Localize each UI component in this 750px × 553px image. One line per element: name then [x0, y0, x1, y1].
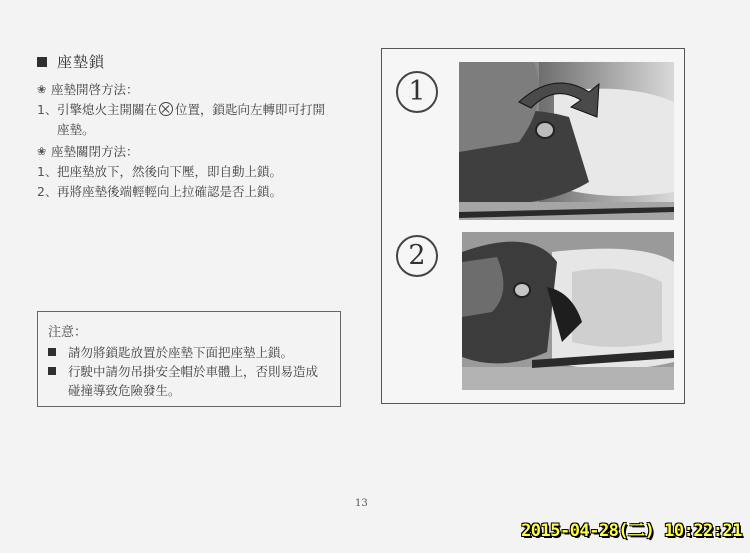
step-number: 1、: [37, 102, 58, 117]
open-step-1-continuation: 座墊。: [57, 122, 95, 137]
open-method-heading: 座墊開啓方法：: [51, 82, 139, 97]
square-bullet-icon: [48, 367, 56, 375]
timestamp-overlay: 2015-04-28(二) 10:22:21: [521, 521, 742, 541]
close-step-1: [37, 162, 282, 182]
notice-box: [37, 311, 341, 407]
open-step-1: [37, 100, 325, 120]
ignition-off-icon: [159, 102, 173, 116]
flower-bullet-icon: ❀: [37, 145, 47, 158]
notice-item-1: [48, 343, 293, 362]
close-step-2: [37, 182, 282, 202]
close-step-2-text: 再將座墊後端輕輕向上拉確認是否上鎖。: [57, 184, 283, 199]
notice-item-2-continuation: 碰撞導致危險發生。: [68, 383, 181, 398]
notice-item-1-text: 請勿將鎖匙放置於座墊下面把座墊上鎖。: [68, 345, 294, 360]
step-2-circle-label: 2: [396, 235, 438, 277]
step-number: 1、: [37, 164, 58, 179]
notice-item-2: [48, 362, 318, 400]
step-1-circle-label: 1: [396, 71, 438, 113]
seat-lock-photo-1: [459, 62, 674, 220]
close-method-section: [37, 142, 282, 202]
square-bullet-icon: [48, 348, 56, 356]
notice-title: 注意：: [48, 325, 88, 340]
open-method-section: [37, 80, 325, 140]
close-step-1-text: 把座墊放下，然後向下壓，即自動上鎖。: [57, 164, 283, 179]
close-method-heading: 座墊關閉方法：: [51, 144, 139, 159]
step-number: 2、: [37, 184, 58, 199]
page-number: 13: [355, 498, 368, 509]
seat-lock-photo-2: [462, 232, 674, 390]
photo-frame: [381, 48, 685, 404]
open-step-1-text-b: 位置，鎖匙向左轉即可打開: [175, 102, 326, 117]
section-title: 座墊鎖: [57, 53, 106, 71]
flower-bullet-icon: ❀: [37, 83, 47, 96]
open-step-1-text-a: 引擎熄火主開關在: [57, 102, 158, 117]
title-square-icon: [37, 57, 47, 67]
section-title-row: [37, 51, 105, 72]
notice-item-2-text: 行駛中請勿吊掛安全帽於車體上，否則易造成: [68, 364, 319, 379]
